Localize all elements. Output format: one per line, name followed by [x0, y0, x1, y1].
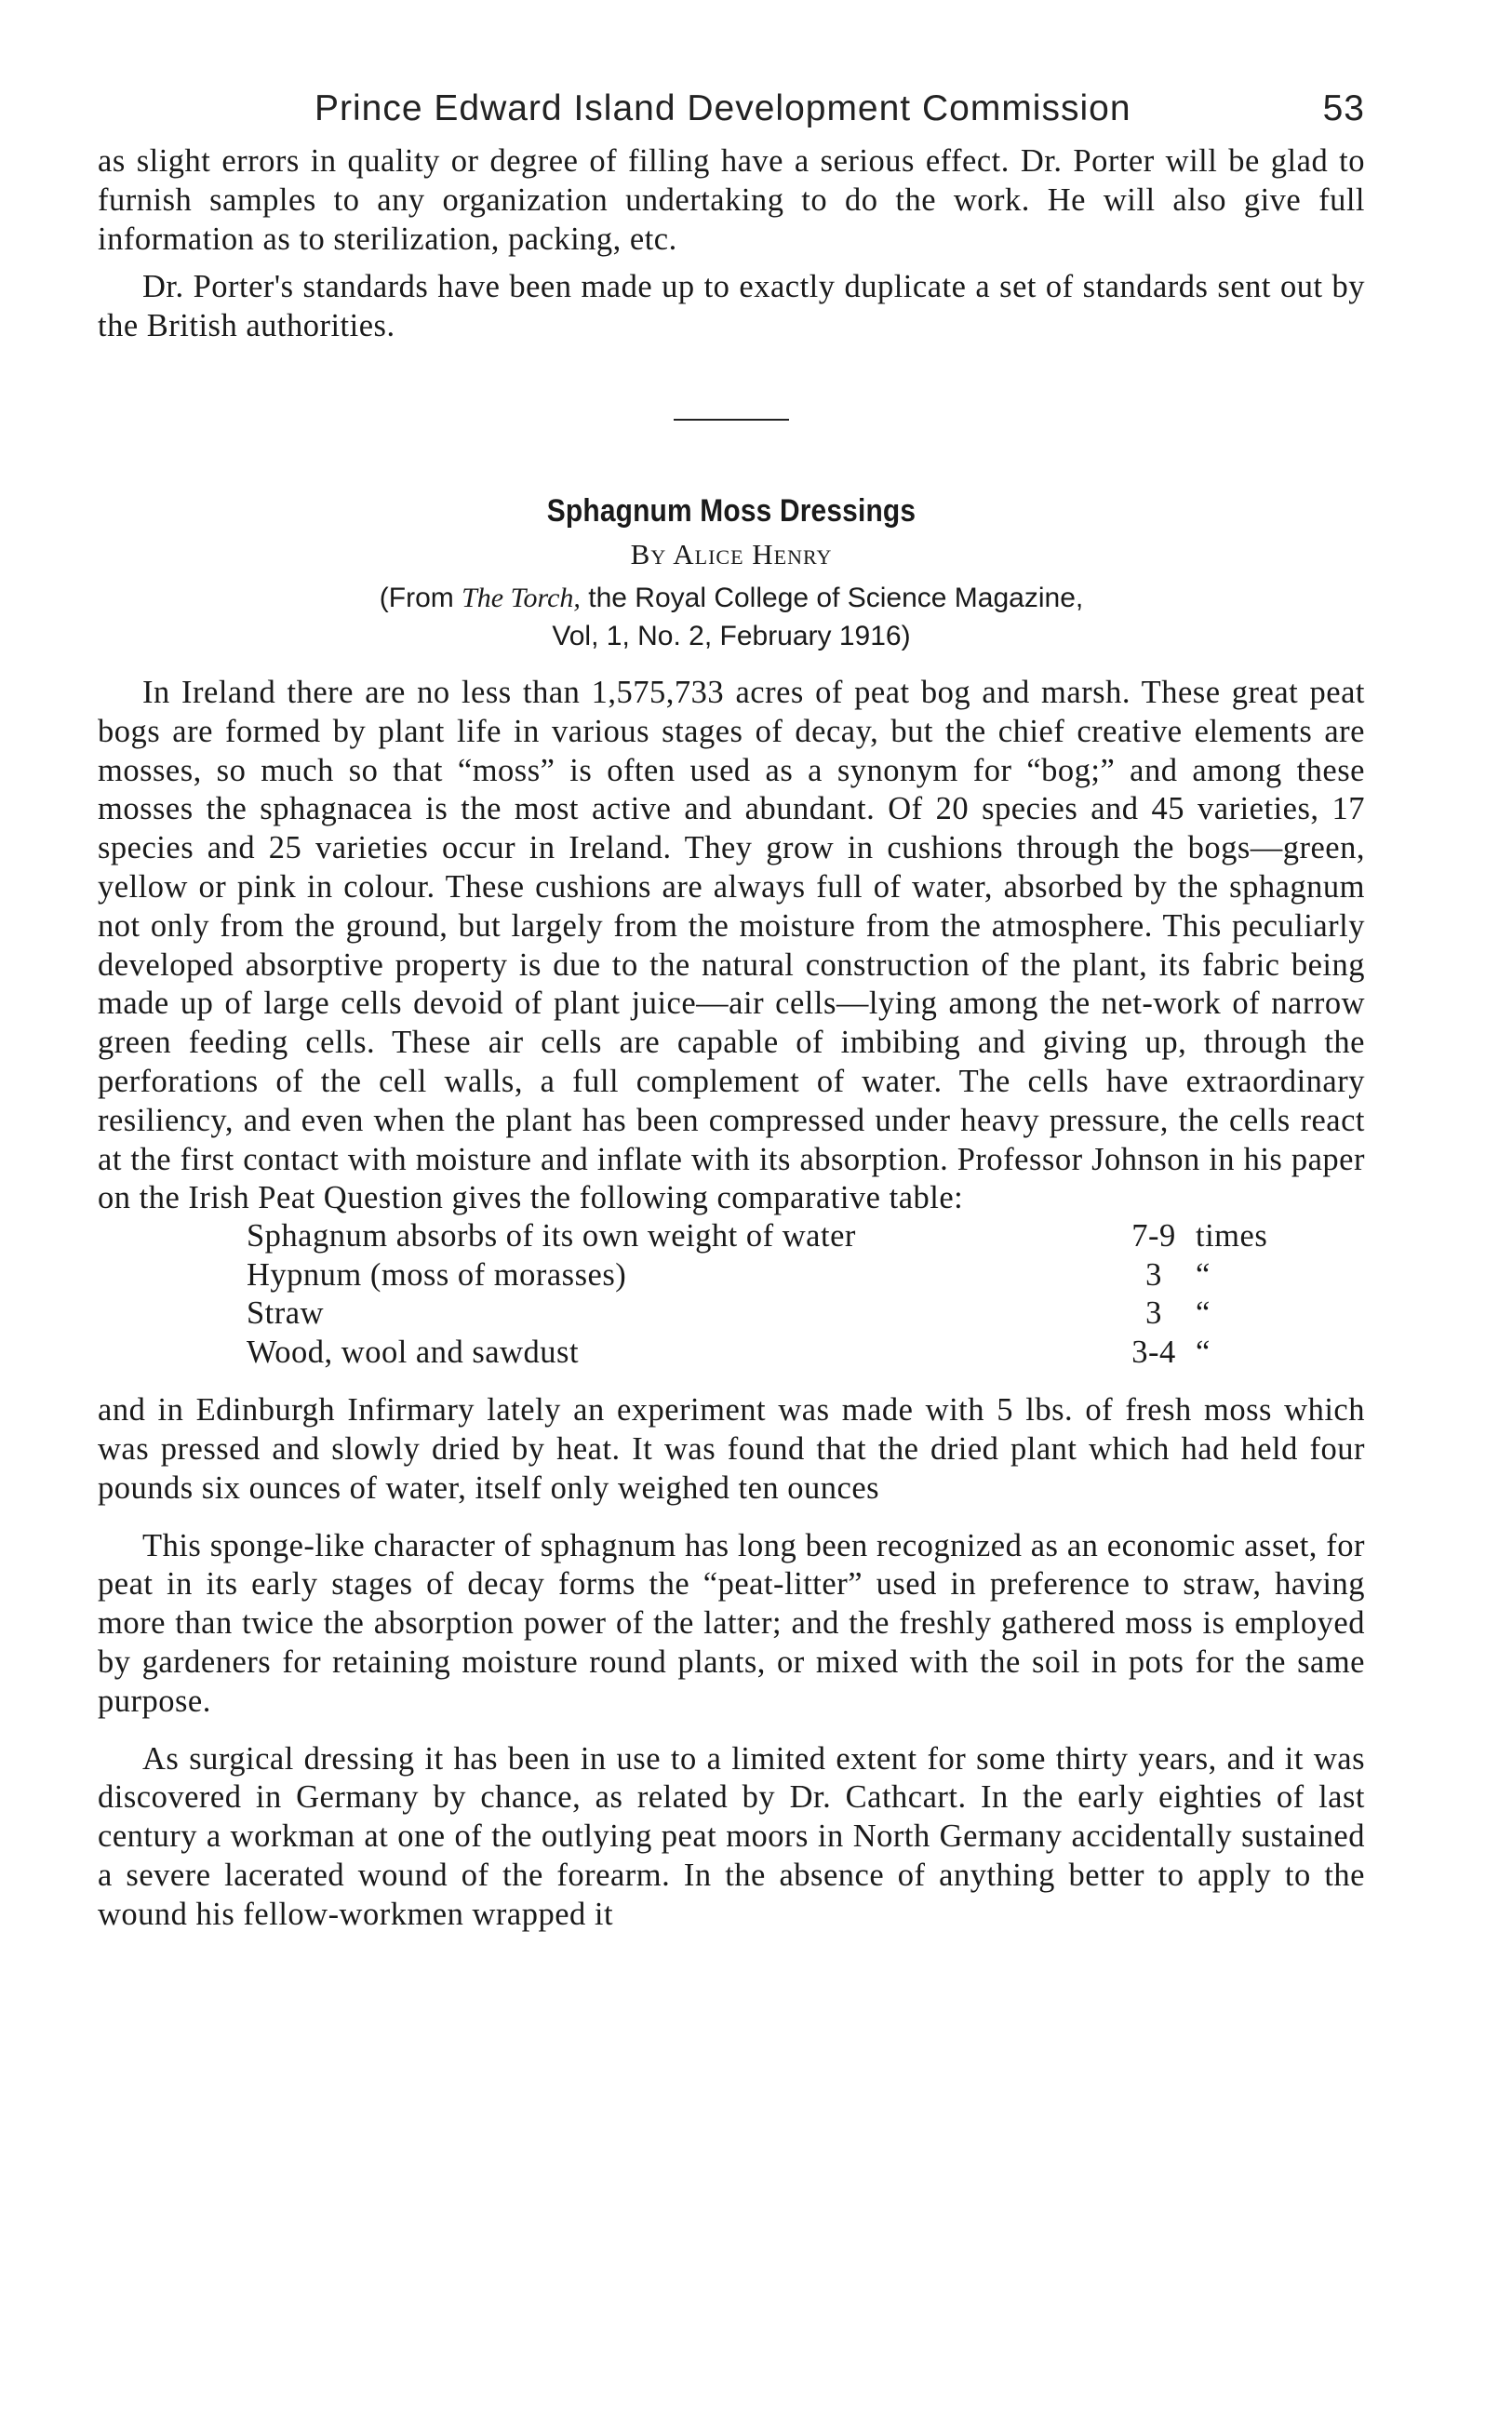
table-unit: “ [1196, 1295, 1211, 1332]
table-value: 3-4 [1131, 1334, 1176, 1370]
table-item: Wood, wool and sawdust [247, 1334, 580, 1370]
table-value: 3 [1145, 1256, 1162, 1293]
running-head-title: Prince Edward Island Development Commission [314, 88, 1131, 128]
table-item: Straw [247, 1295, 324, 1332]
source-magazine: The Torch, [462, 582, 581, 613]
article-paragraph-2: and in Edinburgh Infirmary lately an experiment was made with 5 lbs. of fresh moss which was pressed and slowly dried by heat. It was found that the dried plant which had held four pounds six ounces of water, itself only weighed ten ounces [98, 1392, 1365, 1506]
table-value: 3 [1145, 1295, 1162, 1332]
comparative-table [247, 1218, 1289, 1373]
section-divider [674, 419, 789, 421]
table-row [247, 1218, 1289, 1257]
table-row [247, 1295, 1289, 1335]
article-title: Sphagnum Moss Dressings [546, 492, 917, 529]
standards-paragraph: Dr. Porter's standards have been made up to exactly duplicate a set of standards sent out by the British authorities. [98, 269, 1365, 344]
table-unit: “ [1196, 1256, 1211, 1293]
table-item: Sphagnum absorbs of its own weight of water [247, 1218, 856, 1254]
article-source [98, 579, 1365, 655]
table-row [247, 1257, 1289, 1296]
article-paragraph-1: In Ireland there are no less than 1,575,733 acres of peat bog and marsh. These great peat bogs are formed by plant life in various stages of decay, but the chief creative elements are mosses, so much so that “moss” is often used as a synonym for “bog;” and among these mosses the sphagnacea is the most active and abundant. Of 20 species and 45 varieties, 17 species and 25 varieties occur in Ireland. They grow in cushions through the bogs—green, yellow or pink in colour. These cushions are always full of water, absorbed by the sphagnum not only from the ground, but largely from the moisture from the atmosphere. This peculiarly developed absorptive property is due to the natural construction of the plant, its fabric being made up of large cells devoid of plant juice—air cells—lying among the net-work of narrow green feeding cells. These air cells are capable of imbibing and giving up, through the perforations of the cell walls, a full complement of water. The cells have extraordinary resiliency, and even when the plant has been compressed under heavy pressure, the cells react at the first contact with moisture and inflate with its absorption. Professor Johnson in his paper on the Irish Peat Question gives the following comparative table: [98, 674, 1365, 1216]
page-number: 53 [1322, 88, 1365, 128]
table-value: 7-9 [1131, 1218, 1176, 1254]
source-prefix: (From [379, 582, 454, 613]
article-paragraph-4: As surgical dressing it has been in use to a limited extent for some thirty years, and it was discovered in Germany by chance, as related by Dr. Cathcart. In the early eighties of last century a workman at one of the outlying peat moors in North Germany accidentally sustained a severe lacerated wound of the forearm. In the absence of anything better to apply to the wound his fellow-workmen wrapped it [98, 1740, 1365, 1932]
table-unit: “ [1196, 1334, 1211, 1370]
table-row [247, 1335, 1289, 1374]
carryover-paragraph: as slight errors in quality or degree of filling have a serious effect. Dr. Porter will be glad to furnish samples to any organization undertaking to do the work. He will also give full information as to sterilization, packing, etc. [98, 143, 1365, 257]
source-date: Vol, 1, No. 2, February 1916) [552, 620, 911, 651]
source-rest: the Royal College of Science Magazine, [588, 582, 1084, 613]
article-paragraph-3: This sponge-like character of sphagnum has long been recognized as an economic asset, for peat in its early stages of decay forms the “peat-litter” used in preference to straw, having more than twice the absorption power of the latter; and the freshly gathered moss is employed by gardeners for retaining moisture round plants, or mixed with the soil in pots for the same purpose. [98, 1527, 1365, 1719]
page [98, 88, 1365, 1935]
table-unit: times [1196, 1218, 1268, 1254]
article-byline: By Alice Henry [630, 537, 833, 570]
table-item: Hypnum (moss of morasses) [247, 1256, 627, 1293]
running-head [98, 88, 1365, 142]
